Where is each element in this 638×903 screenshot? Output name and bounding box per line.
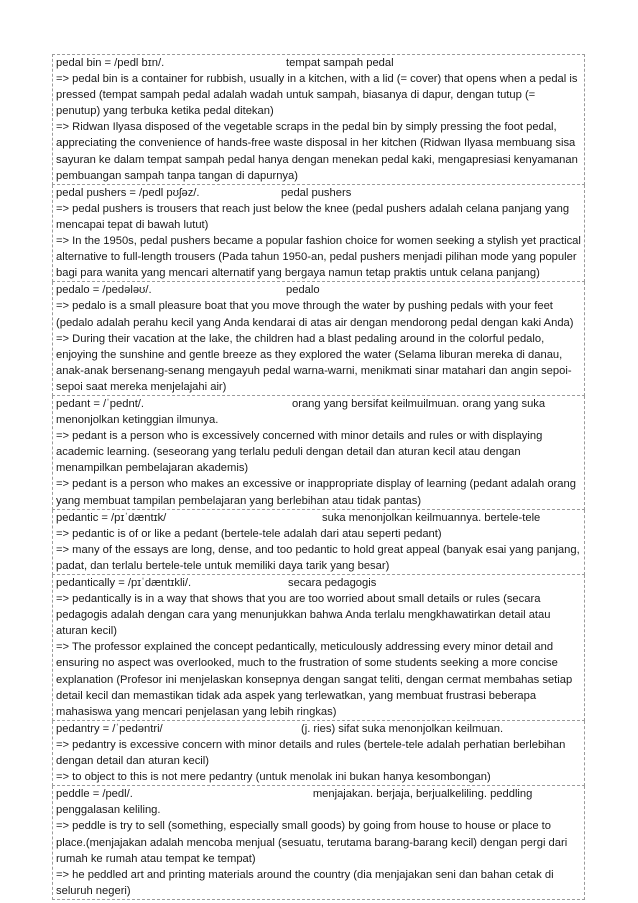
entry-peddle [52,786,585,900]
entry-definition: => pedal bin is a container for rubbish, usually in a kitchen, with a lid (= cover) that opens when a pedal is pressed (tempat sampah pedal adalah wadah untuk sampah, biasanya di dapur, dengan tutup (= penutup) yang terbuka ketika pedal ditekan) [56,73,578,118]
entry-head [56,786,582,818]
entry-meaning: secara pedagogis [288,577,377,589]
entry-definition: => pedantry is excessive concern with minor details and rules (bertele-tele adalah perhatian berlebihan dengan detail dan aturan kecil) [56,738,566,768]
entry-example: => In the 1950s, pedal pushers became a popular fashion choice for women seeking a stylish yet practical alternative to full-length trousers (Pada tahun 1950-an, pedal pushers menjadi pilihan mode yang populer bagi para wanita yang mencari alternatif yang bergaya namun tetap praktis untuk celana panjang) [56,235,581,280]
entry-pedantically [52,575,585,721]
entry-pedant [52,396,585,510]
entry-term: pedal bin = /pedl bɪn/. [56,57,165,69]
entry-definition: => pedal pushers is trousers that reach just below the knee (pedal pushers adalah celana panjang yang mencapai tepat di bawah lutut) [56,202,570,231]
entry-head [56,396,582,428]
entry-pedantry [52,721,585,786]
entry-head [56,282,582,298]
entry-example: => During their vacation at the lake, the children had a blast pedaling around in the colorful pedalo, enjoying the sunshine and gentle breeze as they explored the water (Selama liburan mereka di danau, anak-anak bersenang-senang mengayuh pedal warna-warni, menikmati sinar matahari dan angin sepoi-sepoi saat mereka menjelajahi air) [56,332,572,393]
entry-example: => to object to this is not mere pedantry (untuk menolak ini bukan hanya kesombongan) [56,771,491,784]
entry-pedal-pushers [52,185,585,283]
entry-meaning: (j. ries) sifat suka menonjolkan keilmuan. [301,722,504,735]
entry-meaning: orang yang bersifat keilmuilmuan. orang yang suka menonjolkan ketinggian ilmunya. [56,397,546,427]
entry-term: pedantry = /ˈpedəntri/ [56,722,163,735]
entry-term: peddle = /pedl/. [56,788,133,801]
entry-example: => he peddled art and printing materials around the country (dia menjajakan seni dan bahan cetak di seluruh negeri) [56,868,554,897]
entry-meaning: suka menonjolkan keilmuannya. bertele-tele [322,511,541,524]
entry-example: => many of the essays are long, dense, and too pedantic to hold great appeal (banyak esai yang panjang, padat, dan terlalu bertele-tele untuk memiliki daya tarik yang besar) [56,543,580,572]
entry-head [56,575,582,591]
entry-head [56,185,582,201]
entry-meaning: pedalo [286,284,320,297]
entry-definition: => pedalo is a small pleasure boat that you move through the water by pushing pedals with your feet (pedalo adalah perahu kecil yang Anda kendarai di atas air dengan mendorong pedal dengan kaki Anda) [56,300,574,329]
entry-meaning: menjajakan. berjaja, berjualkeliling. peddling penggalasan keliling. [56,788,533,817]
entry-pedal-bin [52,54,585,185]
glossary-sheet [52,54,585,900]
entry-pedantic [52,510,585,575]
entry-head [56,55,582,71]
entry-example: => pedant is a person who makes an excessive or inappropriate display of learning (pedant adalah orang yang membuat tampilan pembelajaran yang berlebihan atau tidak pantas) [56,478,576,507]
entry-definition: => peddle is try to sell (something, especially small goods) by going from house to house or place to place.(menjajakan adalah mencoba menjual (sesuatu, terutama barang-barang kecil) dengan pergi dari rumah ke rumah atau tempat ke tempat) [56,820,568,865]
entry-term: pedantic = /pɪˈdæntɪk/ [56,511,167,524]
entry-definition: => pedant is a person who is excessively concerned with minor details and rules or with displaying academic learning. (seseorang yang terlalu peduli dengan detail dan aturan kecil atau dengan menampilkan pembelajaran akademis) [56,430,543,475]
entry-term: pedalo = /pedələʊ/. [56,284,152,297]
entry-head [56,721,582,737]
entry-meaning: pedal pushers [281,186,352,199]
entry-term: pedant = /ˈpednt/. [56,397,145,410]
entry-definition: => pedantic is of or like a pedant (bertele-tele adalah dari atau seperti pedant) [56,527,442,540]
entry-pedalo [52,282,585,396]
entry-meaning: tempat sampah pedal [286,57,394,69]
entry-definition: => pedantically is in a way that shows that you are too worried about small details or rules (secara pedagogis adalah dengan cara yang menunjukkan bahwa Anda terlalu mengkhawatirkan detail atau aturan kecil) [56,593,551,638]
entry-term: pedal pushers = /pedl pʊʃəz/. [56,186,200,199]
entry-term: pedantically = /pɪˈdæntɪkli/. [56,577,192,589]
entry-example: => The professor explained the concept pedantically, meticulously addressing every minor detail and ensuring no aspect was overlooked, much to the frustration of some students seeking a more concise explanation (Profesor ini menjelaskan konsepnya dengan sangat teliti, dengan cermat membahas setiap detail kecil dan memastikan tidak ada aspek yang terlewatkan, yang membuat frustrasi beberapa mahasiswa yang mencari penjelasan yang lebih ringkas) [56,641,573,718]
entry-example: => Ridwan Ilyasa disposed of the vegetable scraps in the pedal bin by simply pressing the foot pedal, appreciating the convenience of hands-free waste disposal in her kitchen (Ridwan Ilyasa membuang sisa sayuran ke dalam tempat sampah pedal hanya dengan menekan pedal kaki, mengapresiasi kenyamanan pembuangan sampah tanpa tangan di dapurnya) [56,121,578,182]
entry-head [56,510,582,526]
